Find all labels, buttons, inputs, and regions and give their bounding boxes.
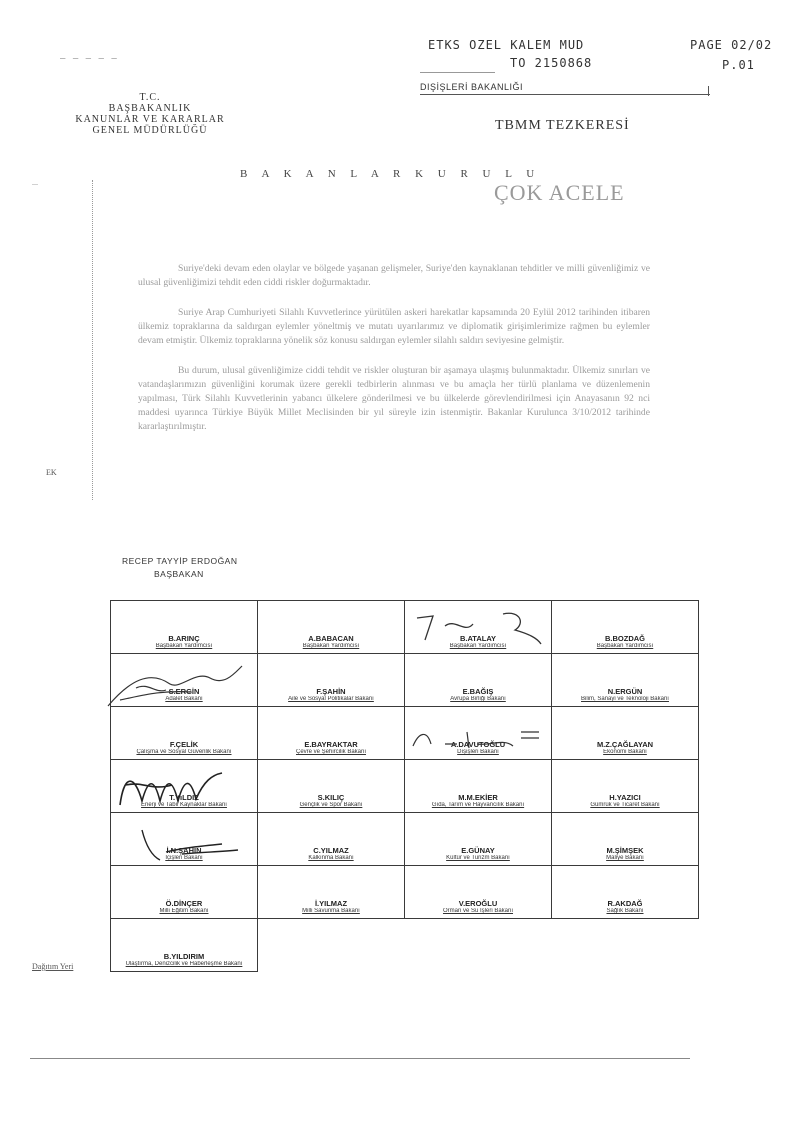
distribution-note: Dağıtım Yeri <box>32 962 74 971</box>
minister-name: S.ERGİN <box>168 687 200 696</box>
ministers-row <box>111 707 699 760</box>
minister-cell <box>552 813 699 866</box>
minister-name: M.M.EKİER <box>458 793 498 802</box>
urgency-stamp: ÇOK ACELE <box>494 180 625 205</box>
minister-name: B.YILDIRIM <box>163 952 205 961</box>
prime-minister-name: RECEP TAYYİP ERDOĞAN <box>122 556 238 566</box>
minister-title: Avrupa Birliği Bakanı <box>450 696 506 702</box>
minister-name: A.DAVUTOĞLU <box>450 740 506 749</box>
minister-cell <box>258 866 405 919</box>
minister-title: Aile ve Sosyal Politikalar Bakanı <box>288 696 374 702</box>
minister-title: Milli Eğitim Bakanı <box>159 908 209 914</box>
letterhead <box>70 92 230 136</box>
ministry-stamp <box>420 82 523 92</box>
minister-name: B.ARINÇ <box>168 634 200 643</box>
bottom-fax-rule <box>30 1058 690 1059</box>
minister-name: Ö.DİNÇER <box>165 899 203 908</box>
minister-cell <box>405 813 552 866</box>
left-margin-dotted-rule <box>92 180 94 500</box>
ek-margin-mark: EK <box>46 468 57 477</box>
left-margin-note: ... <box>32 178 38 187</box>
minister-cell <box>111 601 258 654</box>
minister-name: İ.YILMAZ <box>314 899 348 908</box>
ministers-row <box>111 813 699 866</box>
council-heading: B A K A N L A R K U R U L U <box>240 168 541 180</box>
minister-name: E.BAYRAKTAR <box>304 740 358 749</box>
minister-title: Kültür ve Turizm Bakanı <box>446 855 510 861</box>
minister-title: Başbakan Yardımcısı <box>302 643 360 649</box>
minister-name: A.BABACAN <box>308 634 354 643</box>
letterhead-line-3: KANUNLAR VE KARARLAR <box>75 114 225 125</box>
minister-cell <box>258 654 405 707</box>
body-paragraph-3: Bu durum, ulusal güvenliğimize ciddi tehdit ve riskler oluşturan bir aşamaya ulaşmış bulunmaktadır. Ülkemiz sınırları ve vatandaşlarımızın güvenliğini korumak üzere gerekli tedbirlerin alınması ve bu amaçla her türlü planlama ve düzenlemenin yapılması, Türk Silahlı Kuvvetlerinin yabancı ülkelere gönderilmesi ve bu ülkelerde görevlendirilmesi için Anayasanın 92 nci maddesi uyarınca Türkiye Büyük Millet Meclisinden bir yıl süreyle izin istenmiştir. Bakanlar Kurulunca 3/10/2012 tarihinde kararlaştırılmıştır. <box>138 365 650 432</box>
minister-name: M.ŞİMŞEK <box>606 846 644 855</box>
stamp-small-rule <box>420 72 495 73</box>
minister-title: Sağlık Bakanı <box>606 908 644 914</box>
minister-title: Kalkınma Bakanı <box>308 855 354 861</box>
minister-title: Gençlik ve Spor Bakanı <box>299 802 363 808</box>
minister-title: Ulaştırma, Denizcilik ve Haberleşme Bakanı <box>125 961 243 967</box>
ministers-row <box>111 919 699 972</box>
minister-title: Adalet Bakanı <box>165 696 203 702</box>
ministry-name: DIŞİŞLERİ BAKANLIĞI <box>420 82 524 92</box>
ministers-signature-table <box>110 600 699 972</box>
minister-cell <box>552 601 699 654</box>
minister-cell <box>405 707 552 760</box>
prime-minister-title: BAŞBAKAN <box>154 569 204 579</box>
minister-name: N.ERGÜN <box>607 687 643 696</box>
minister-name: E.GÜNAY <box>461 846 495 855</box>
minister-cell <box>258 707 405 760</box>
minister-cell <box>405 654 552 707</box>
minister-title: Enerji ve Tabii Kaynaklar Bakanı <box>141 802 227 808</box>
minister-name: İ.N.ŞAHİN <box>166 846 202 855</box>
letterhead-line-2: BAŞBAKANLIK <box>108 103 192 114</box>
minister-title: Bilim, Sanayi ve Teknoloji Bakanı <box>581 696 669 702</box>
minister-title: Milli Savunma Bakanı <box>302 908 360 914</box>
minister-name: M.Z.ÇAĞLAYAN <box>596 740 654 749</box>
minister-name: T.YıLDIZ <box>169 793 199 802</box>
minister-name: F.ÇELİK <box>169 740 199 749</box>
minister-title: Çalışma ve Sosyal Güvenlik Bakanı <box>136 749 232 755</box>
minister-title: Ekonomi Bakanı <box>603 749 647 755</box>
fax-page-number: PAGE 02/02 <box>690 38 773 52</box>
minister-title: Başbakan Yardımcısı <box>155 643 213 649</box>
minister-name: R.AKDAĞ <box>607 899 643 908</box>
minister-title: Maliye Bakanı <box>606 855 644 861</box>
minister-cell <box>111 919 258 972</box>
minister-name: C.YILMAZ <box>313 846 349 855</box>
minister-name: B.ATALAY <box>459 634 497 643</box>
fax-office-line: ETKS OZEL KALEM MUD <box>428 38 585 52</box>
minister-cell <box>111 866 258 919</box>
minister-cell <box>111 760 258 813</box>
minister-name: S.KILIÇ <box>317 793 345 802</box>
minister-cell <box>405 866 552 919</box>
minister-title: Dışişleri Bakanı <box>457 749 499 755</box>
minister-title: Orman ve Su İşleri Bakanı <box>442 908 514 914</box>
minister-title: Çevre ve Şehircilik Bakanı <box>295 749 367 755</box>
minister-cell <box>405 760 552 813</box>
fax-top-left-scrawl: — — — — — <box>60 54 118 64</box>
minister-name: E.BAĞIŞ <box>462 687 494 696</box>
ministers-row <box>111 654 699 707</box>
document-type: TBMM TEZKERESİ <box>495 118 630 133</box>
minister-cell <box>552 654 699 707</box>
empty-cell <box>258 919 405 972</box>
ministry-stamp-underline <box>420 94 710 95</box>
ministers-row <box>111 866 699 919</box>
body-text <box>138 262 650 450</box>
minister-title: Başbakan Yardımcısı <box>449 643 507 649</box>
minister-title: Başbakan Yardımcısı <box>596 643 654 649</box>
stamp-tick <box>708 86 709 96</box>
minister-cell <box>405 601 552 654</box>
minister-cell <box>552 760 699 813</box>
fax-to-line: TO 2150868 <box>510 56 593 70</box>
minister-cell <box>111 813 258 866</box>
empty-cell <box>405 919 552 972</box>
letterhead-line-4: GENEL MÜDÜRLÜĞÜ <box>92 125 208 136</box>
minister-name: H.YAZICI <box>609 793 641 802</box>
fax-page-sub: P.01 <box>722 58 755 72</box>
minister-cell <box>258 813 405 866</box>
ministers-row <box>111 760 699 813</box>
minister-cell <box>552 866 699 919</box>
minister-cell <box>552 707 699 760</box>
minister-title: İçişleri Bakanı <box>165 855 203 861</box>
letterhead-line-1: T.C. <box>139 92 161 103</box>
body-paragraph-2: Suriye Arap Cumhuriyeti Silahlı Kuvvetlerince yürütülen askeri harekatlar kapsamında 20 Eylül 2012 tarihinden itibaren ülkemiz topraklarına da saldırgan eylemler yöneltmiş ve mutatı uyarılarımız ve diplomatik girişimlerimize rağmen bu eylemler devam etmiştir. Ülkemiz topraklarına yönelik söz konusu saldırgan eylemler silahlı saldırı seviyesine gelmiştir. <box>138 307 650 346</box>
minister-cell <box>258 760 405 813</box>
minister-name: F.ŞAHİN <box>316 687 346 696</box>
minister-title: Gıda, Tarım ve Hayvancılık Bakanı <box>431 802 525 808</box>
ministers-row <box>111 601 699 654</box>
body-paragraph-1: Suriye'deki devam eden olaylar ve bölgede yaşanan gelişmeler, Suriye'den kaynaklanan tehditler ve milli güvenliğimiz ve ulusal güvenliğimizi tehdit eden ciddi riskler doğurmaktadır. <box>138 263 650 288</box>
minister-name: B.BOZDAĞ <box>605 634 645 643</box>
minister-name: V.EROĞLU <box>458 899 498 908</box>
minister-cell <box>111 654 258 707</box>
empty-cell <box>552 919 699 972</box>
minister-title: Gümrük ve Ticaret Bakanı <box>590 802 660 808</box>
minister-cell <box>111 707 258 760</box>
minister-cell <box>258 601 405 654</box>
